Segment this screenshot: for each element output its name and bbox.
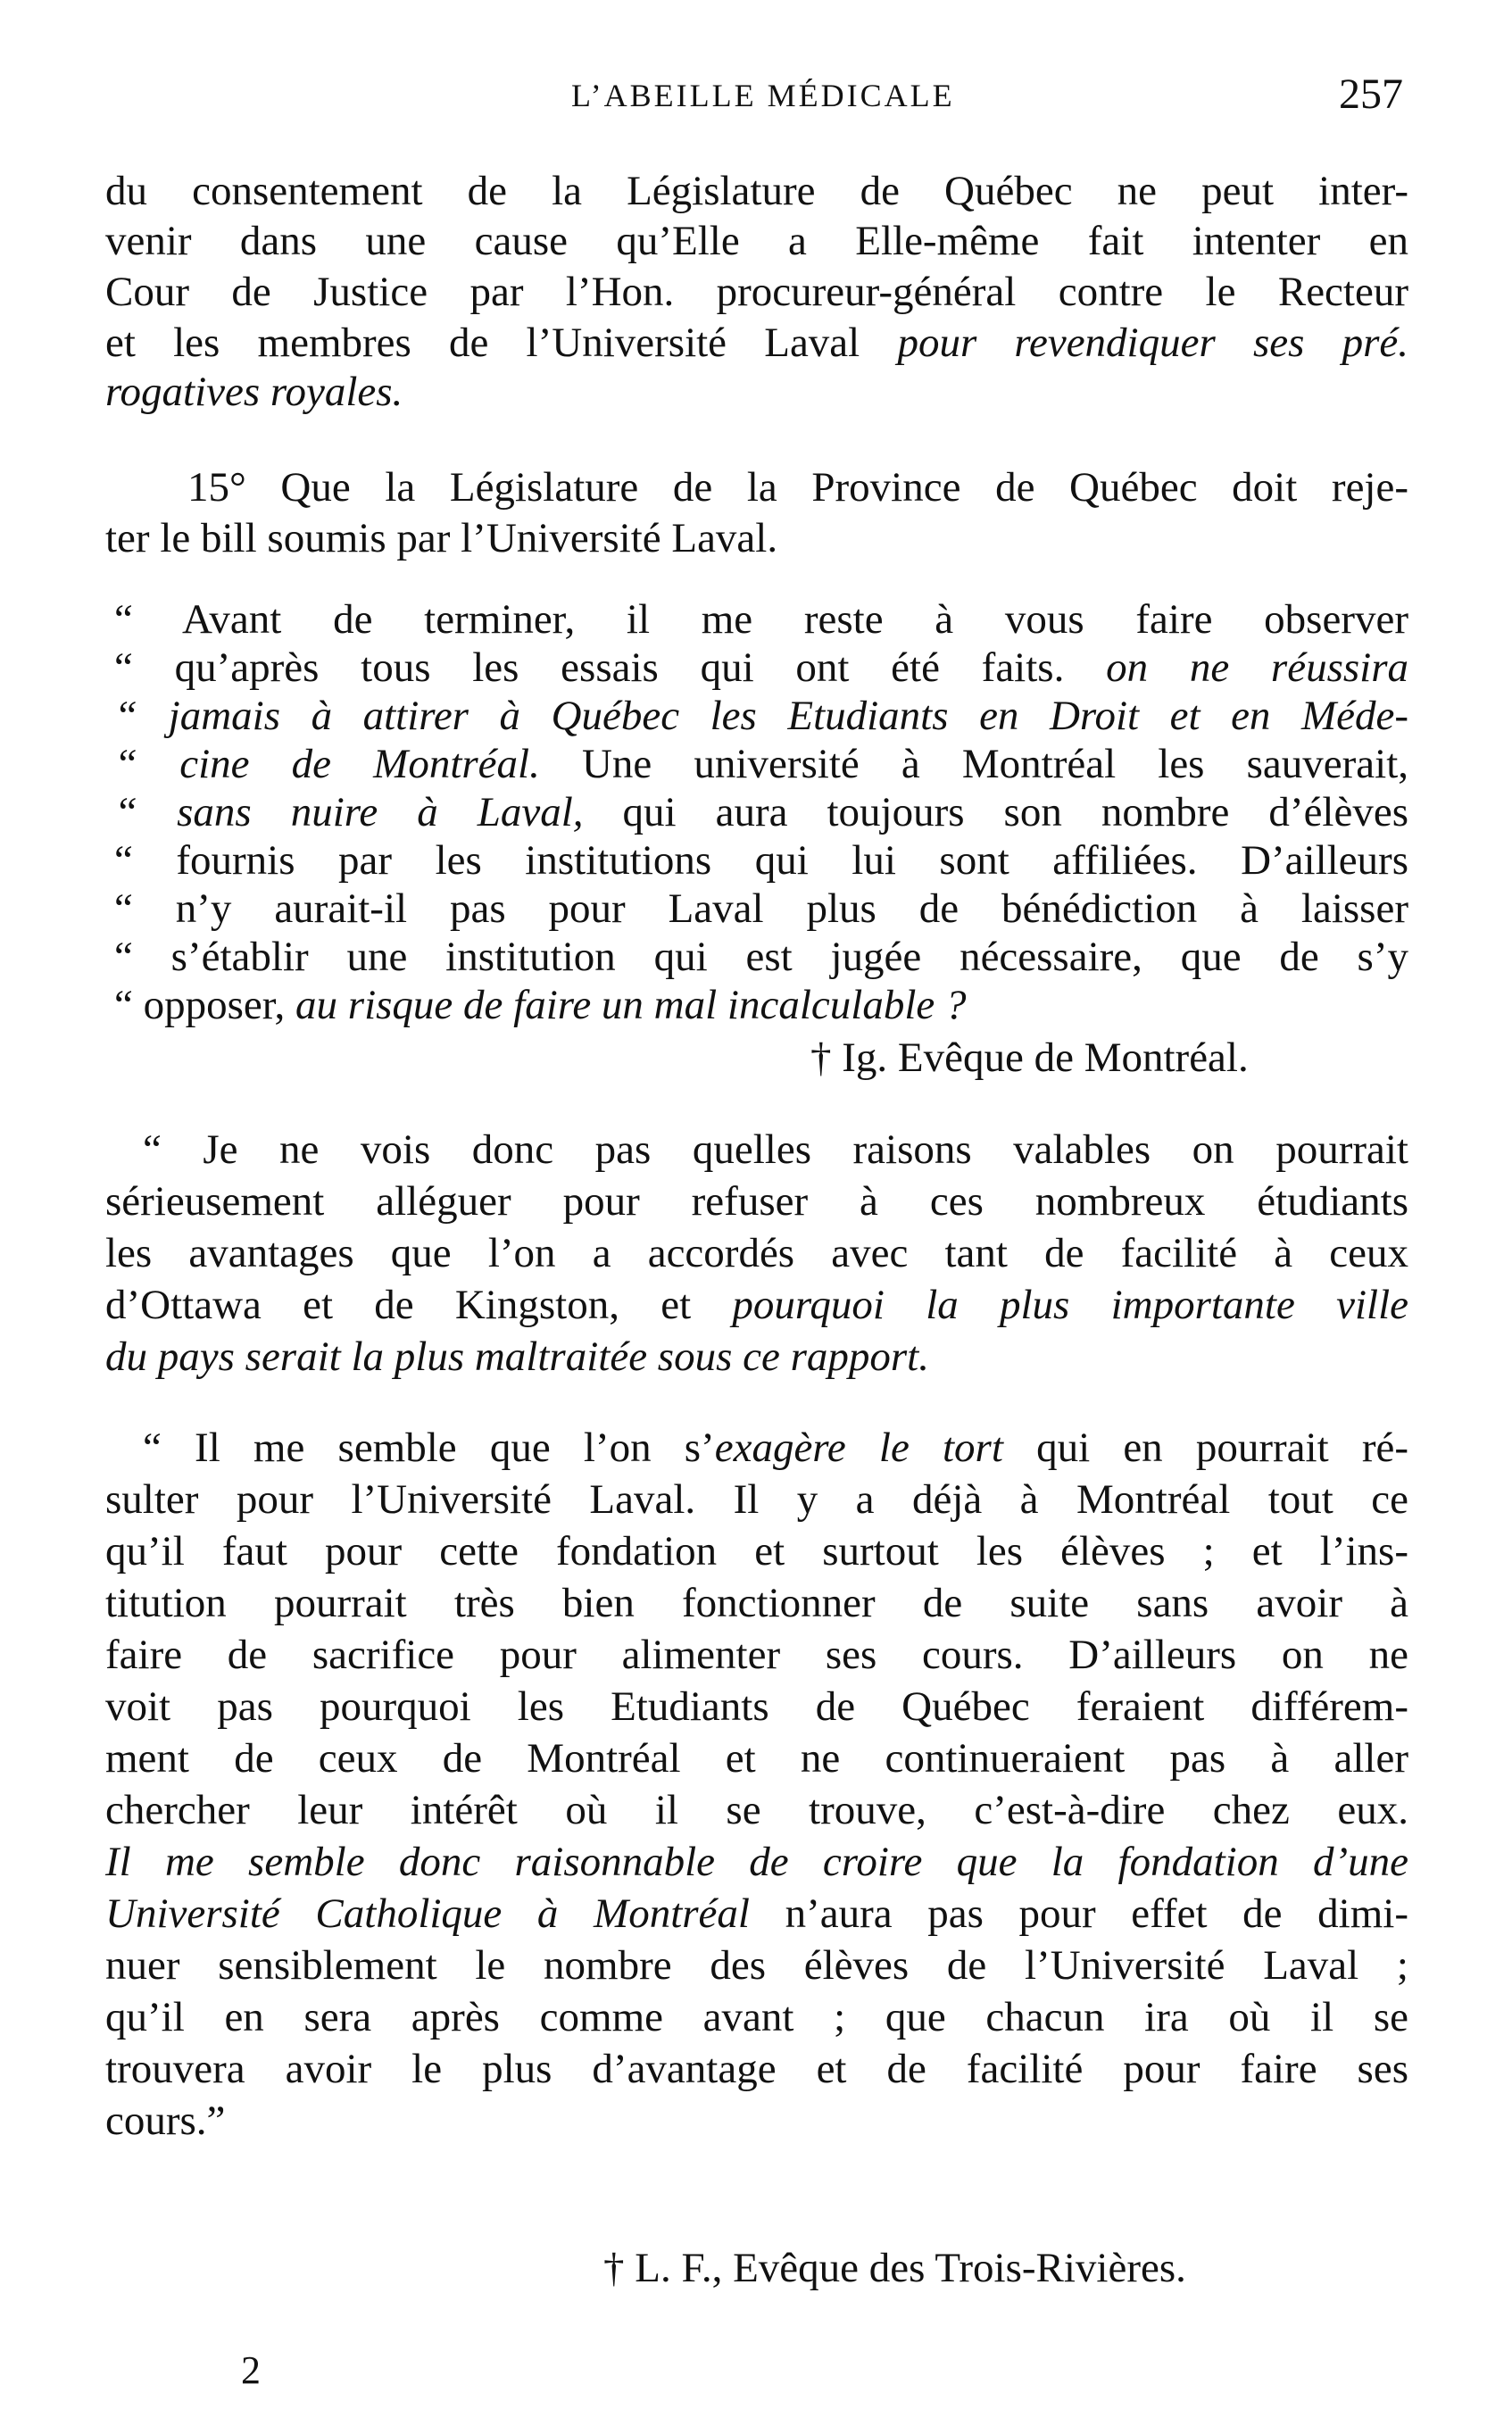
signature-mark: 2 bbox=[241, 2348, 261, 2392]
page-number: 257 bbox=[1339, 71, 1403, 118]
text-line: trouvera avoir le plus d’avantage et de facilité pour faire ses bbox=[105, 2046, 1408, 2092]
text-run: “ Il me semble que l’on s’ bbox=[143, 1425, 715, 1471]
italic-run: Université Catholique à Montréal bbox=[105, 1890, 750, 1937]
text-run: “ qu’après tous les essais qui ont été faits. bbox=[114, 644, 1065, 691]
text-line bbox=[114, 739, 1408, 789]
text-line: titution pourrait très bien fonctionner de suite sans avoir à bbox=[105, 1580, 1408, 1626]
italic-run: pour revendiquer ses pré. bbox=[897, 320, 1408, 366]
text-line bbox=[114, 643, 1408, 693]
text-line: sérieusement alléguer pour refuser à ces nombreux étudiants bbox=[105, 1178, 1408, 1225]
text-line: voit pas pourquoi les Etudiants de Québec feraient différem- bbox=[105, 1683, 1408, 1730]
text-line: 15° Que la Législature de la Province de Québec doit reje- bbox=[187, 464, 1408, 511]
text-line bbox=[114, 787, 1408, 837]
text-line: venir dans une cause qu’Elle a Elle-même fait intenter en bbox=[105, 218, 1408, 264]
text-line: “ n’y aurait-il pas pour Laval plus de bénédiction à laisser bbox=[114, 885, 1408, 932]
text-line: du pays serait la plus maltraitée sous ce rapport. bbox=[105, 1333, 929, 1380]
text-line: cours.” bbox=[105, 2098, 226, 2144]
text-line: qu’il en sera après comme avant ; que chacun ira où il se bbox=[105, 1994, 1408, 2040]
running-head: L’ABEILLE MÉDICALE bbox=[571, 78, 955, 113]
italic-run: on ne réussira bbox=[1106, 644, 1409, 691]
text-run: qui en pourrait ré- bbox=[1002, 1425, 1408, 1471]
signature: † Ig. Evêque de Montréal. bbox=[810, 1034, 1249, 1081]
page-header bbox=[0, 70, 1512, 123]
signature: † L. F., Evêque des Trois-Rivières. bbox=[603, 2245, 1186, 2291]
text-line: “ s’établir une institution qui est jugée nécessaire, que de s’y bbox=[114, 934, 1408, 980]
text-line bbox=[114, 980, 1408, 1030]
text-line bbox=[143, 1423, 1408, 1473]
italic-run: pourquoi la plus importante ville bbox=[691, 1282, 1408, 1328]
text-line: “ Avant de terminer, il me reste à vous faire observer bbox=[114, 596, 1408, 643]
italic-run: au risque de faire un mal incalculable ? bbox=[285, 982, 967, 1028]
text-line: sulter pour l’Université Laval. Il y a déjà à Montréal tout ce bbox=[105, 1476, 1408, 1523]
text-run: “ opposer, bbox=[114, 982, 286, 1028]
text-run: Une université à Montréal les sauverait, bbox=[539, 741, 1408, 787]
text-line bbox=[105, 318, 1408, 368]
text-line bbox=[105, 1280, 1408, 1330]
text-line: qu’il faut pour cette fondation et surtout les élèves ; et l’ins- bbox=[105, 1528, 1408, 1574]
text-line: ter le bill soumis par l’Université Laval. bbox=[105, 515, 778, 561]
text-run: d’Ottawa et de Kingston, et bbox=[105, 1282, 692, 1328]
text-run: n’aura pas pour effet de dimi- bbox=[749, 1890, 1408, 1937]
italic-run: exagère le tort bbox=[714, 1425, 1003, 1471]
italic-run: “ cine de Montréal. bbox=[114, 741, 540, 787]
text-line: “ Je ne vois donc pas quelles raisons valables on pourrait bbox=[143, 1126, 1408, 1173]
text-line: ment de ceux de Montréal et ne continueraient pas à aller bbox=[105, 1735, 1408, 1782]
text-line: Cour de Justice par l’Hon. procureur-général contre le Recteur bbox=[105, 269, 1408, 315]
text-line: rogatives royales. bbox=[105, 369, 403, 415]
text-line bbox=[105, 1889, 1408, 1939]
italic-run: “ sans nuire à Laval, bbox=[114, 789, 584, 835]
text-run: et les membres de l’Université Laval bbox=[105, 320, 860, 366]
text-line: faire de sacrifice pour alimenter ses cours. D’ailleurs on ne bbox=[105, 1632, 1408, 1678]
text-run: qui aura toujours son nombre d’élèves bbox=[583, 789, 1409, 835]
text-line: nuer sensiblement le nombre des élèves de l’Université Laval ; bbox=[105, 1942, 1408, 1989]
text-line: “ jamais à attirer à Québec les Etudiants en Droit et en Méde- bbox=[114, 693, 1408, 739]
text-line: Il me semble donc raisonnable de croire que la fondation d’une bbox=[105, 1839, 1408, 1885]
text-line: chercher leur intérêt où il se trouve, c’est-à-dire chez eux. bbox=[105, 1787, 1408, 1833]
text-line: les avantages que l’on a accordés avec tant de facilité à ceux bbox=[105, 1230, 1408, 1276]
text-line: “ fournis par les institutions qui lui sont affiliées. D’ailleurs bbox=[114, 837, 1408, 884]
text-line: du consentement de la Législature de Québec ne peut inter- bbox=[105, 168, 1408, 214]
